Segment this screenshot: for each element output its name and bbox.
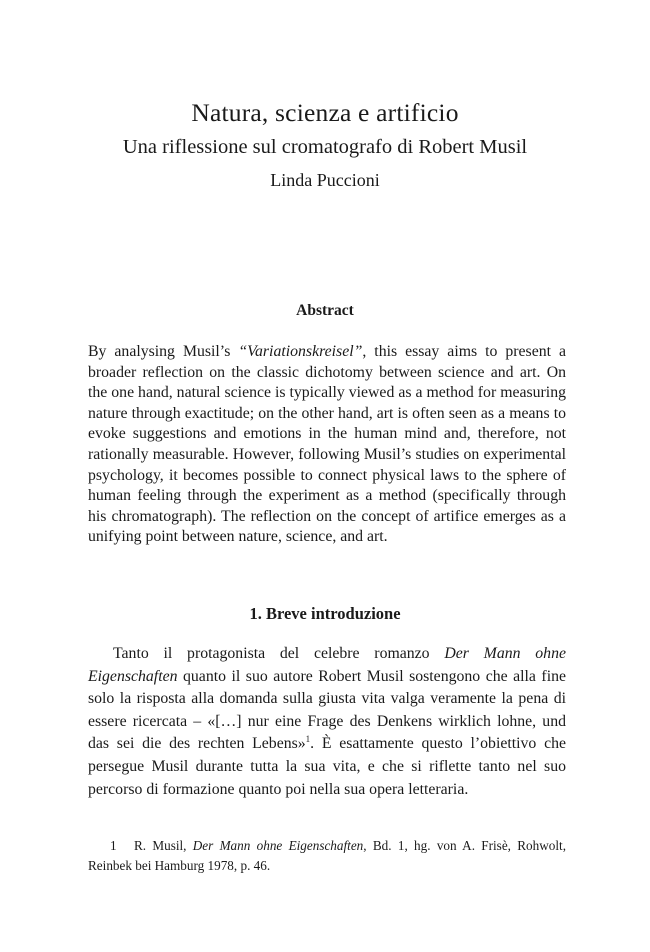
footnote-text-start: R. Musil, [134, 838, 193, 853]
abstract-italic-term: “Variationskreisel” [238, 343, 363, 360]
intro-paragraph [88, 643, 566, 801]
abstract-text-start: By analysing Musil’s [88, 343, 239, 360]
intro-text-start: Tanto il protagonista del celebre romanzo [113, 645, 445, 662]
abstract-body [88, 342, 566, 548]
intro-body [88, 643, 566, 801]
footnote-reference: 1 [305, 734, 311, 745]
section-heading: 1. Breve introduzione [249, 604, 401, 623]
abstract-heading: Abstract [296, 302, 354, 319]
intro-text-middle: quanto il suo autore Robert Musil sostengono che alla fine solo la risposta alla domanda sulla giusta vita valga veramente la pena di essere ricercata – «[…] nur eine Frage des Denkens wirklich lohne, und das sei die des rechten Lebens» [88, 667, 566, 753]
footnote-number: 1 [110, 838, 117, 853]
footnote-book-title: Der Mann ohne Eigenschaften [192, 838, 364, 853]
intro-text-end: . È esattamente questo l’obiettivo che persegue Musil durante tutta la sua vita, e che si riflette tanto nel suo percorso di formazione quanto poi nella sua opera letteraria. [88, 735, 566, 798]
intro-novel-title: Der Mann ohne Eigenschaften [88, 645, 566, 685]
paper-title: Natura, scienza e artificio [191, 98, 459, 127]
abstract-text-rest: , this essay aims to present a broader reflection on the classic dichotomy between science and art. On the one hand, natural science is typically viewed as a method for measuring nature through exactitude; on the other hand, art is often seen as a means to evoke suggestions and emotions in the human mind and, therefore, not rationally measurable. However, following Musil’s studies on experimental psychology, it becomes possible to connect physical laws to the sphere of human feeling through the experiment as a method (specifically through his chromatograph). The reflection on the concept of artifice emerges as a unifying point between nature, science, and art. [88, 343, 566, 546]
abstract-paragraph [88, 342, 566, 548]
paper-subtitle: Una riflessione sul cromatografo di Robert Musil [122, 136, 528, 158]
footnote-paragraph [88, 836, 566, 876]
author-name: Linda Puccioni [270, 170, 380, 190]
footnote [88, 836, 566, 876]
footnote-text-end: , Bd. 1, hg. von A. Frisè, Rohwolt, Reinbek bei Hamburg 1978, p. 46. [88, 838, 566, 873]
